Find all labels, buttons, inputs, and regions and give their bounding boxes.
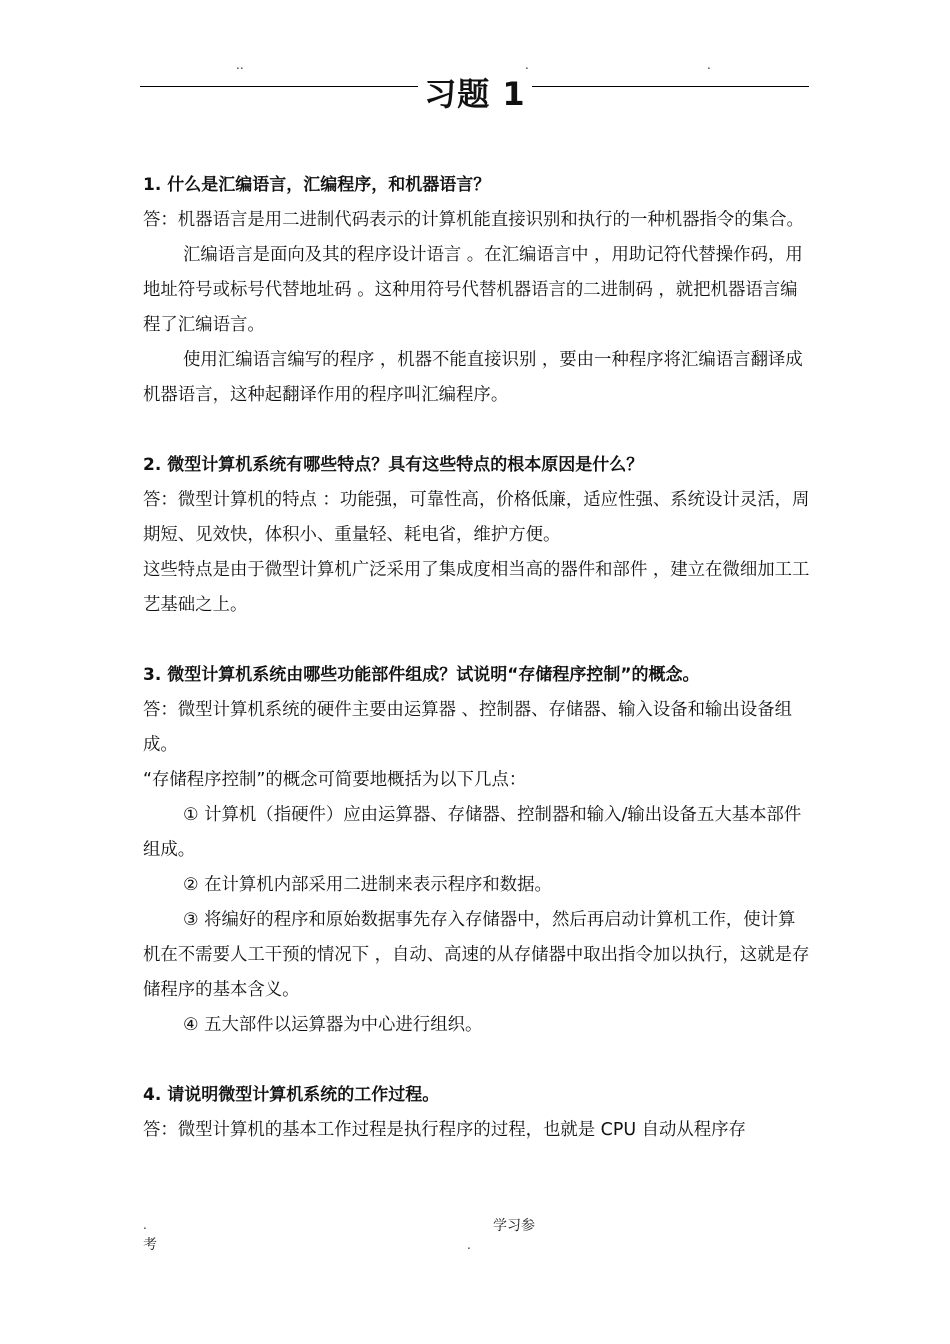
answer-3-paragraph-1: 答：微型计算机系统的硬件主要由运算器 、控制器、存储器、输入设备和输出设备组成。: [143, 700, 792, 755]
header-mark-center: .: [525, 58, 529, 72]
answer-2-paragraph-1: 答：微型计算机的特点 ：功能强，可靠性高，价格低廉，适应性强、系统设计灵活，周期短、见效快，体积小、重量轻、耗电省，维护方便。: [143, 490, 810, 545]
footer-text: 学习参: [493, 1218, 535, 1234]
spacer: [143, 413, 811, 448]
header-mark-left: ..: [236, 58, 244, 72]
page-title-text: 习题 1: [418, 75, 531, 113]
spacer: [143, 1043, 811, 1078]
header-mark-right: .: [707, 58, 711, 72]
question-4: 4. 请说明微型计算机系统的工作过程。: [143, 1085, 440, 1105]
answer-1-paragraph-1: 答：机器语言是用二进制代码表示的计算机能直接识别和执行的一种机器指令的集合。: [143, 210, 804, 230]
question-2: 2. 微型计算机系统有哪些特点？具有这些特点的根本原因是什么？: [143, 455, 644, 475]
footer-text-continued: 考: [143, 1237, 157, 1253]
footer-mark-left: .: [143, 1218, 147, 1232]
page-title: [0, 72, 950, 116]
answer-1-paragraph-3: 使用汇编语言编写的程序 ，机器不能直接识别 ，要由一种程序将汇编语言翻译成机器语言，这种起翻译作用的程序叫汇编程序。: [143, 350, 803, 405]
answer-3-paragraph-2: “存储程序控制”的概念可简要地概括为以下几点：: [143, 770, 527, 790]
answer-3-point-4: ④ 五大部件以运算器为中心进行组织。: [183, 1015, 483, 1035]
spacer: [143, 623, 811, 658]
answer-3-point-2: ② 在计算机内部采用二进制来表示程序和数据。: [183, 875, 552, 895]
answer-3-point-1: ① 计算机（指硬件）应由运算器、存储器、控制器和输入/输出设备五大基本部件组成。: [143, 805, 802, 860]
answer-1-paragraph-2: 汇编语言是面向及其的程序设计语言 。在汇编语言中 ，用助记符代替操作码，用地址符号或标号代替地址码 。这种用符号代替机器语言的二进制码 ，就把机器语言编程了汇编语言。: [143, 245, 803, 335]
document-body: [143, 168, 811, 1148]
question-1: 1. 什么是汇编语言，汇编程序，和机器语言？: [143, 175, 491, 195]
question-3: 3. 微型计算机系统由哪些功能部件组成？试说明“存储程序控制”的概念。: [143, 665, 700, 685]
footer-mark-right: .: [467, 1238, 471, 1252]
answer-2-paragraph-2: 这些特点是由于微型计算机广泛采用了集成度相当高的器件和部件 ，建立在微细加工工艺基础之上。: [143, 560, 810, 615]
answer-4-paragraph-1: 答：微型计算机的基本工作过程是执行程序的过程，也就是 CPU 自动从程序存: [143, 1120, 746, 1140]
answer-3-point-3: ③ 将编好的程序和原始数据事先存入存储器中，然后再启动计算机工作，使计算机在不需要人工干预的情况下 ，自动、高速的从存储器中取出指令加以执行，这就是存储程序的基本含义。: [143, 910, 810, 1000]
